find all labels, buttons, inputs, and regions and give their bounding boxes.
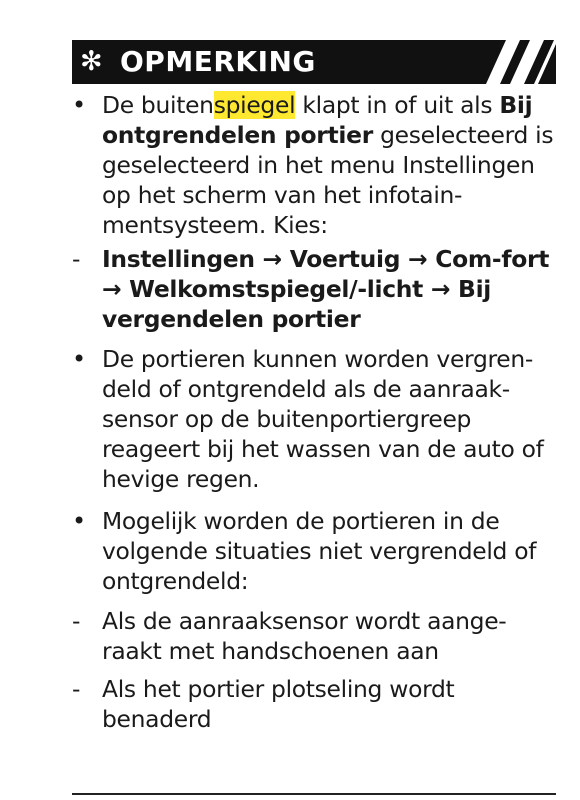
menu-path-step: Bij vergendelen portier xyxy=(102,275,492,333)
list-item xyxy=(72,90,562,240)
sub-list-item xyxy=(72,244,562,334)
dash-icon: - xyxy=(72,675,81,703)
bullet-icon: • xyxy=(72,345,86,373)
menu-path-step: Instellingen xyxy=(102,245,255,273)
sub-list-item xyxy=(72,674,562,734)
header-stripes-decoration xyxy=(476,40,556,84)
text: Mogelijk worden de portieren in de volgende situaties niet vergrendeld of ontgrendeld: xyxy=(102,507,537,595)
menu-path-step: Welkomstspiegel/-licht xyxy=(129,275,424,303)
divider xyxy=(72,793,556,795)
note-header xyxy=(72,40,556,84)
text: geselecteerd is geselecteerd in het menu Instellingen op het scherm van het infotain-mentsysteem. Kies: xyxy=(102,121,554,239)
menu-path-step: Voertuig xyxy=(289,245,401,273)
note-title: OPMERKING xyxy=(120,45,316,78)
bold-text: Bij ontgrendelen portier xyxy=(102,91,533,149)
highlighted-text: spiegel xyxy=(213,91,296,119)
arrow-icon: → xyxy=(102,275,130,303)
text: Als het portier plotseling wordt benaderd xyxy=(102,675,455,733)
bullet-icon: • xyxy=(72,507,86,535)
text: klapt in of uit als xyxy=(295,91,500,119)
bullet-icon: • xyxy=(72,91,86,119)
list-item xyxy=(72,506,562,596)
menu-path-step: Com-fort xyxy=(435,245,550,273)
arrow-icon: → xyxy=(400,245,436,273)
dash-icon: - xyxy=(72,607,81,635)
note-content xyxy=(72,90,562,736)
text: Als de aanraaksensor wordt aange-raakt met handschoenen aan xyxy=(102,607,507,665)
dash-icon: - xyxy=(72,245,81,273)
arrow-icon: → xyxy=(423,275,459,303)
asterisk-icon: ✻ xyxy=(80,46,103,77)
arrow-icon: → xyxy=(254,245,290,273)
text: De portieren kunnen worden vergren-deld of ontgrendeld als de aanraak-sensor op de buitenportiergreep reageert bij het wassen van de auto of hevige regen. xyxy=(102,345,544,493)
text: De buiten xyxy=(102,91,214,119)
sub-list-item xyxy=(72,606,562,666)
list-item xyxy=(72,344,562,494)
